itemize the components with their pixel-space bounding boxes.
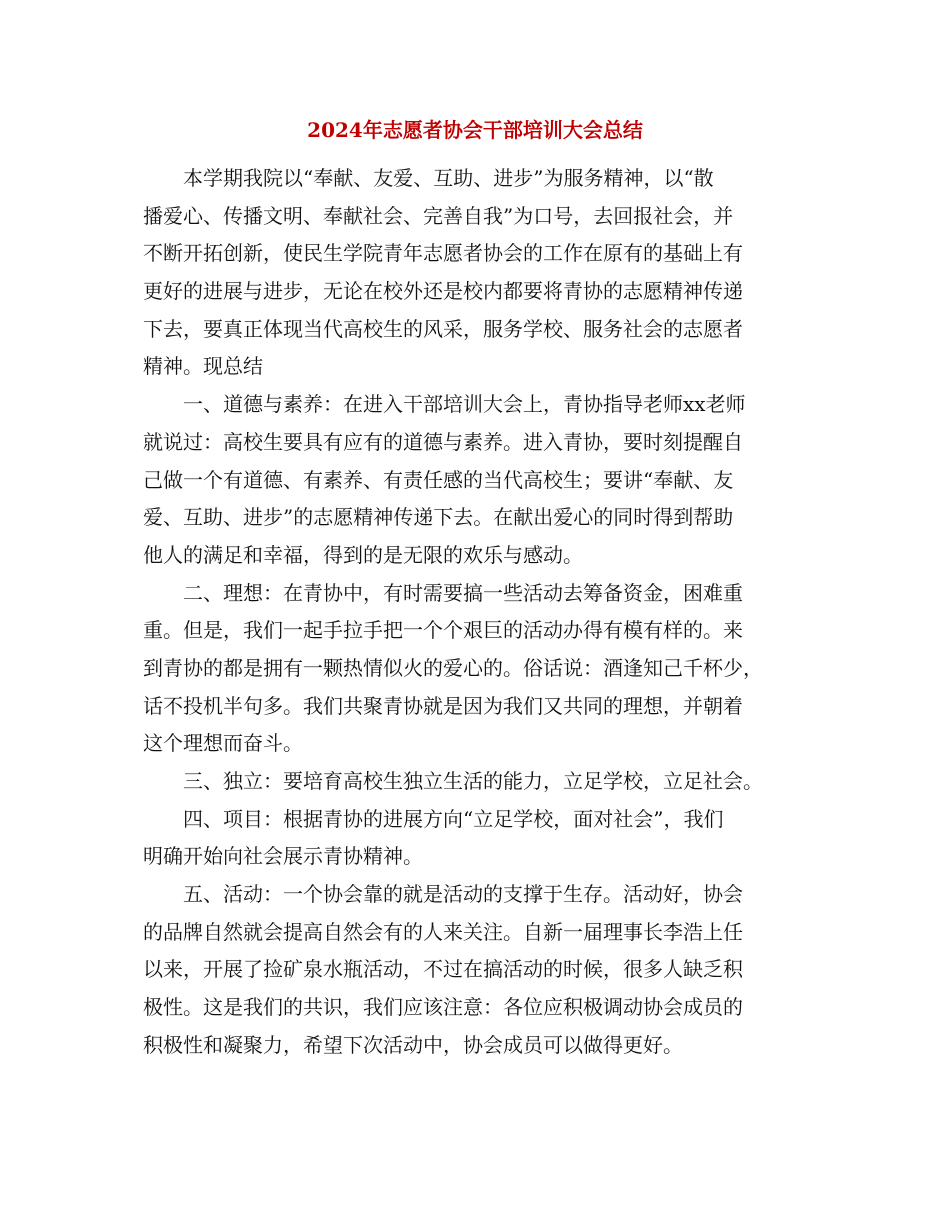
text-line: 四、项目：根据青协的进展方向“立足学校，面对社会”，我们 [143,806,724,831]
text-line: 下去，要真正体现当代高校生的风采，服务学校、服务社会的志愿者 [143,316,743,341]
text-line: 己做一个有道德、有素养、有责任感的当代高校生；要讲“奉献、友 [143,467,734,492]
document-title: 2024年志愿者协会干部培训大会总结 [307,118,643,142]
text-line: 的品牌自然就会提高自然会有的人来关注。自新一届理事长李浩上任 [143,919,743,944]
text-line: 精神。现总结 [143,354,263,379]
text-line: 到青协的都是拥有一颗热情似火的爱心的。俗话说：酒逢知己千杯少， [143,655,763,680]
text-line: 三、独立：要培育高校生独立生活的能力，立足学校，立足社会。 [143,769,763,793]
text-line: 以来，开展了捡矿泉水瓶活动，不过在搞活动的时候，很多人缺乏积 [143,957,743,982]
text-line: 就说过：高校生要具有应有的道德与素养。进入青协，要时刻提醒自 [143,429,743,454]
text-line: 五、活动：一个协会靠的就是活动的支撑于生存。活动好，协会 [143,882,743,907]
text-line: 极性。这是我们的共识，我们应该注意：各位应积极调动协会成员的 [143,995,743,1020]
text-line: 二、理想：在青协中，有时需要搞一些活动去筹备资金，困难重 [143,580,743,605]
text-line: 话不投机半句多。我们共聚青协就是因为我们又共同的理想，并朝着 [143,693,743,718]
text-line: 本学期我院以“奉献、友爱、互助、进步”为服务精神，以“散 [143,166,714,190]
text-line: 重。但是，我们一起手拉手把一个个艰巨的活动办得有模有样的。来 [143,618,743,643]
text-line: 他人的满足和幸福，得到的是无限的欢乐与感动。 [143,542,583,567]
text-line: 一、道德与素养：在进入干部培训大会上，青协指导老师xx老师 [143,392,746,417]
text-line: 播爱心、传播文明、奉献社会、完善自我”为口号，去回报社会，并 [143,203,734,228]
text-line: 不断开拓创新，使民生学院青年志愿者协会的工作在原有的基础上有 [143,241,743,266]
text-line: 更好的进展与进步，无论在校外还是校内都要将青协的志愿精神传递 [143,279,743,304]
document-body [143,160,803,1065]
text-line: 爱、互助、进步”的志愿精神传递下去。在献出爱心的同时得到帮助 [143,505,734,530]
text-line: 这个理想而奋斗。 [143,731,303,756]
text-line: 积极性和凝聚力，希望下次活动中，协会成员可以做得更好。 [143,1032,683,1057]
text-line: 明确开始向社会展示青协精神。 [143,844,423,869]
